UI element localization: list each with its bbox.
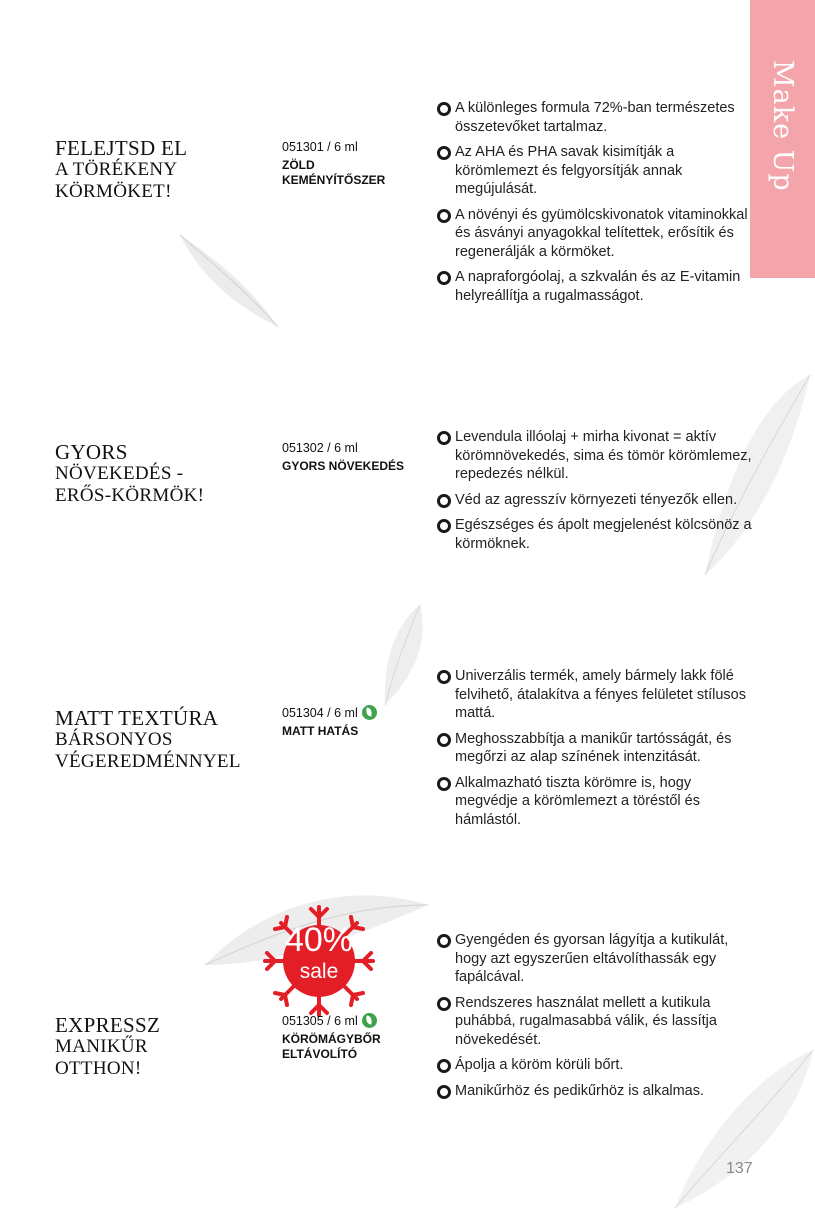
feature-text: Egészséges és ápolt megjelenést kölcsönöz a körmöknek. xyxy=(455,517,752,552)
make-up-tab-label-wrap xyxy=(750,0,815,278)
feature-item xyxy=(437,774,757,830)
bullet-ring-icon xyxy=(437,431,451,445)
feature-text: Levendula illóolaj + mirha kivonat = aktív körömnövekedés, sima és tömör körömlemez, repedezés nélkül. xyxy=(455,429,752,482)
title-line: BÁRSONYOS xyxy=(55,729,173,750)
leaf-icon xyxy=(362,1013,377,1028)
bullet-ring-icon xyxy=(437,271,451,285)
product-code-block xyxy=(282,441,404,474)
feature-text: Univerzális termék, amely bármely lakk fölé felvihető, átalakítva a fényes felületet stílusos mattá. xyxy=(455,668,746,721)
product-code: 051304 / 6 ml xyxy=(282,706,358,720)
feature-text: Manikűrhöz és pedikűrhöz is alkalmas. xyxy=(455,1082,705,1099)
title-line: ERŐS-KÖRMÖK! xyxy=(55,485,205,506)
feature-text: A növényi és gyümölcskivonatok vitaminokkal és ásványi anyagokkal telítettek, erősítik és regenerálják a körmöket. xyxy=(455,206,748,260)
feather-icon xyxy=(170,215,290,335)
feature-item xyxy=(437,667,757,723)
feature-item xyxy=(437,730,757,767)
title-line: FELEJTSD EL xyxy=(55,136,188,160)
bullet-ring-icon xyxy=(437,1085,451,1099)
product-title xyxy=(55,707,241,773)
product-name-line: ELTÁVOLÍTÓ xyxy=(282,1047,358,1061)
feature-text: Alkalmazható tiszta körömre is, hogy megvédje a körömlemezt a töréstől és hámlástól. xyxy=(455,774,700,828)
feature-text: Meghosszabbítja a manikűr tartósságát, és megőrzi az alap színének intenzitását. xyxy=(455,730,732,765)
product-name-line: GYORS NÖVEKEDÉS xyxy=(282,459,405,473)
bullet-ring-icon xyxy=(437,997,451,1011)
product-title xyxy=(55,1014,160,1080)
feature-text: Rendszeres használat mellett a kutikula puhábbá, rugalmasabbá válik, és lassítja növekedését. xyxy=(455,994,717,1048)
feature-list xyxy=(437,931,757,1107)
bullet-ring-icon xyxy=(437,494,451,508)
feature-list xyxy=(437,99,757,312)
title-line: MANIKŰR xyxy=(55,1036,148,1057)
product-code-block xyxy=(282,1013,381,1062)
feature-text: A különleges formula 72%-ban természetes összetevőket tartalmaz. xyxy=(455,100,735,135)
make-up-tab-label: Make Up xyxy=(767,60,798,192)
product-name-line: MATT HATÁS xyxy=(282,724,359,738)
feature-list xyxy=(437,667,757,836)
product-code-block xyxy=(282,705,377,739)
feature-text: Az AHA és PHA savak kisimítják a körömlemezt és felgyorsítják annak megújulását. xyxy=(455,144,683,197)
feature-item xyxy=(437,99,757,136)
feature-text: A napraforgóolaj, a szkvalán és az E-vitamin helyreállítja a rugalmasságot. xyxy=(455,269,741,304)
bullet-ring-icon xyxy=(437,934,451,948)
feature-item xyxy=(437,206,757,262)
title-line: A TÖRÉKENY xyxy=(55,159,178,180)
bullet-ring-icon xyxy=(437,209,451,223)
bullet-ring-icon xyxy=(437,670,451,684)
feature-item xyxy=(437,1082,757,1101)
sale-percent: 40% xyxy=(284,921,354,959)
bullet-ring-icon xyxy=(437,1059,451,1073)
title-line: MATT TEXTÚRA xyxy=(55,706,219,730)
product-code-block xyxy=(282,140,385,188)
sale-word: sale xyxy=(299,960,339,983)
feature-item xyxy=(437,931,757,987)
feature-text: Gyengéden és gyorsan lágyítja a kutikulát, hogy azt egyszerűen eltávolíthassák egy fapálcával. xyxy=(455,932,729,985)
product-name-line: KEMÉNYÍTŐSZER xyxy=(282,173,386,187)
product-code-row xyxy=(282,705,377,720)
product-title xyxy=(55,137,187,203)
title-line: KÖRMÖKET! xyxy=(55,181,172,202)
feature-text: Véd az agresszív környezeti tényezők ellen. xyxy=(455,491,738,508)
bullet-ring-icon xyxy=(437,777,451,791)
product-title xyxy=(55,441,204,507)
product-code: 051301 / 6 ml xyxy=(282,140,358,154)
leaf-icon xyxy=(362,705,377,720)
feather-icon xyxy=(375,600,435,710)
feature-item xyxy=(437,491,757,510)
title-line: VÉGEREDMÉNNYEL xyxy=(55,751,241,772)
title-line: EXPRESSZ xyxy=(55,1013,161,1037)
bullet-ring-icon xyxy=(437,733,451,747)
feature-item xyxy=(437,516,757,553)
bullet-ring-icon xyxy=(437,102,451,116)
page-number: 137 xyxy=(726,1160,753,1177)
feature-item xyxy=(437,428,757,484)
bullet-ring-icon xyxy=(437,519,451,533)
feature-item xyxy=(437,268,757,305)
feature-list xyxy=(437,428,757,560)
title-line: GYORS xyxy=(55,440,128,464)
product-code-row xyxy=(282,1013,381,1028)
feature-text: Ápolja a köröm körüli bőrt. xyxy=(455,1057,624,1073)
product-name-line: KÖRÖMÁGYBŐR xyxy=(282,1032,381,1046)
product-code: 051302 / 6 ml xyxy=(282,441,358,455)
bullet-ring-icon xyxy=(437,146,451,160)
title-line: NÖVEKEDÉS - xyxy=(55,463,184,484)
product-code: 051305 / 6 ml xyxy=(282,1014,358,1028)
feature-item xyxy=(437,143,757,199)
product-name-line: ZÖLD xyxy=(282,158,315,172)
title-line: OTTHON! xyxy=(55,1058,142,1079)
feature-item xyxy=(437,994,757,1050)
feature-item xyxy=(437,1056,757,1075)
